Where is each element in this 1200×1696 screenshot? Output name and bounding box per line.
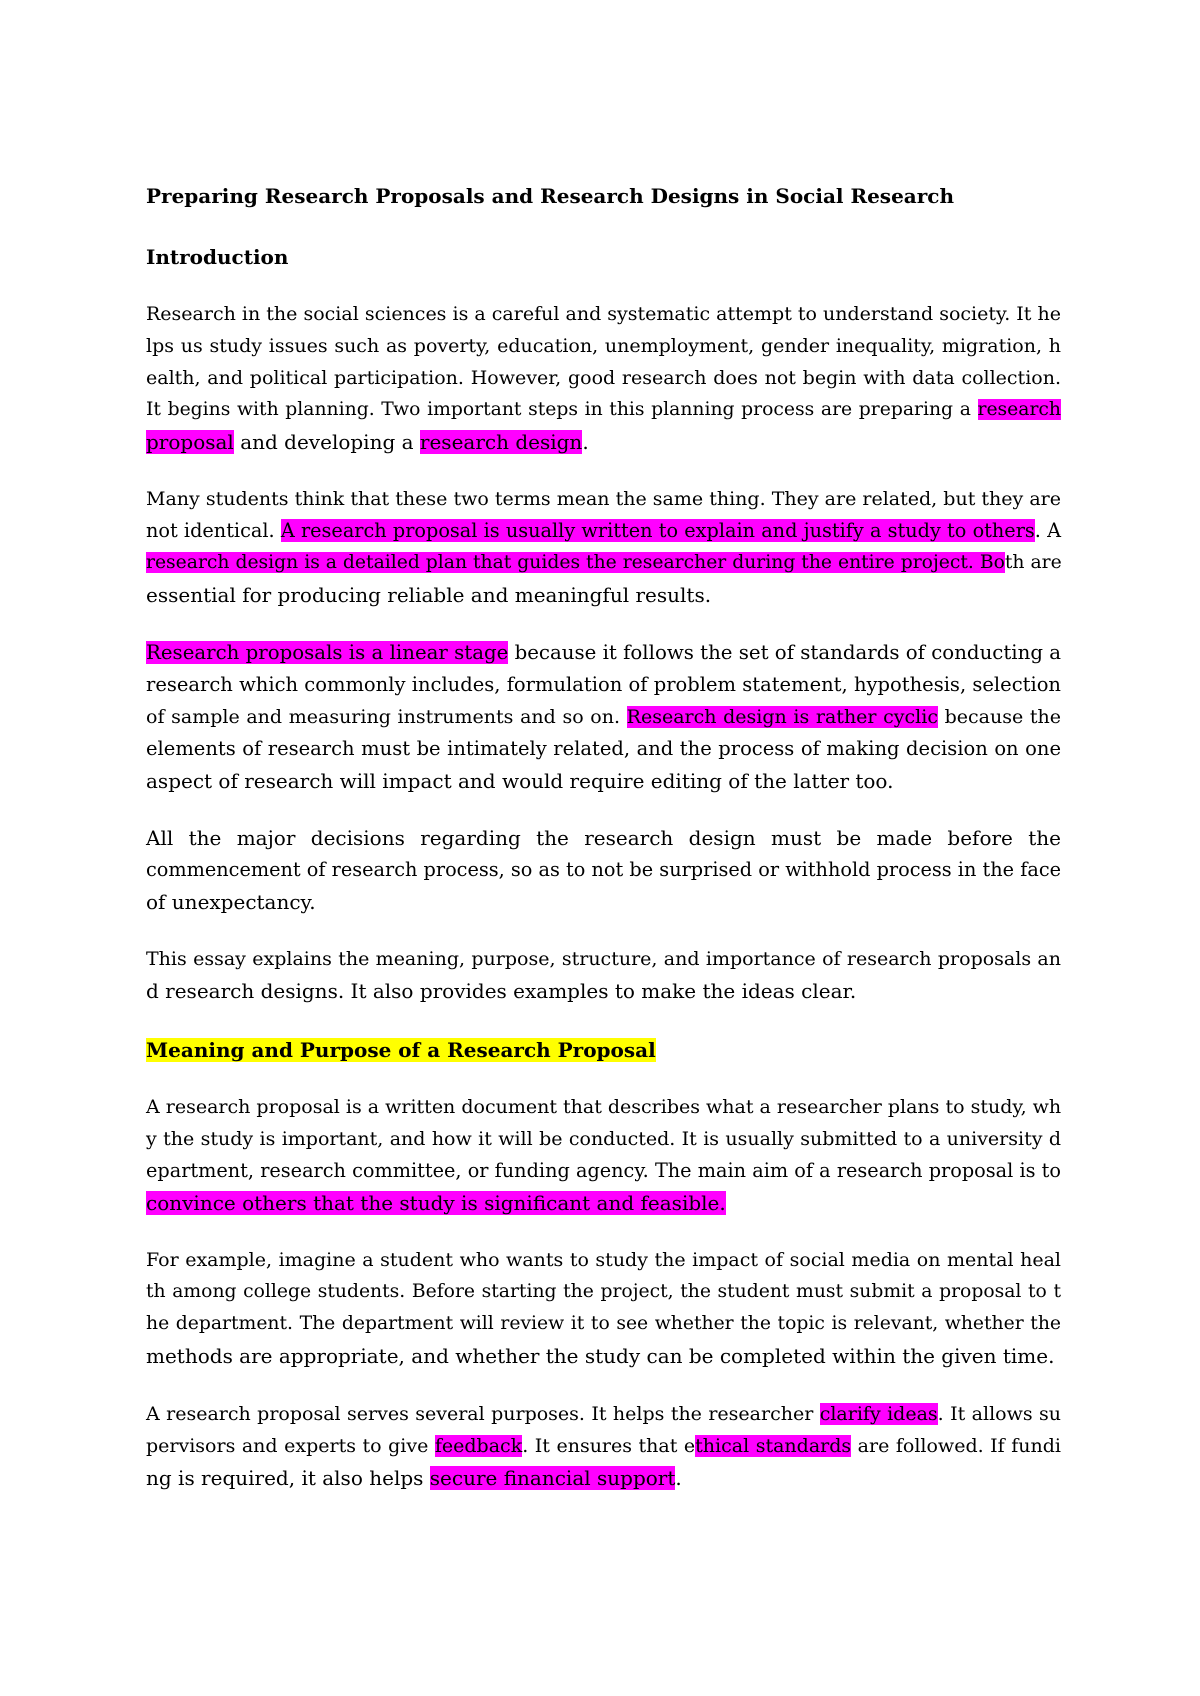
text-run: . It ensures that e (522, 1435, 696, 1457)
paragraph-2-line-3 (146, 547, 1061, 579)
introduction-heading: Introduction (146, 245, 289, 269)
paragraph-7-line-4: methods are appropriate, and whether the study can be completed within the given time. (146, 1344, 1055, 1368)
highlighted-text: Research design is rather cyclic (626, 706, 938, 728)
highlighted-text: secure financial support (429, 1466, 676, 1490)
paragraph-1-line-5 (146, 426, 1061, 458)
text-run: because the (937, 706, 1062, 728)
paragraph-5-line-1: This essay explains the meaning, purpose, structure, and importance of research proposals an (146, 948, 1061, 970)
highlighted-text: convince others that the study is significant and feasible. (146, 1191, 726, 1215)
meaning-purpose-heading (146, 1038, 656, 1062)
paragraph-1-line-1: Research in the social sciences is a careful and systematic attempt to understand society. It he (146, 303, 1061, 325)
highlighted-text: clarify ideas (819, 1403, 938, 1425)
paragraph-3-line-2: research which commonly includes, formulation of problem statement, hypothesis, selection (146, 673, 1061, 696)
paragraph-3-line-5: aspect of research will impact and would require editing of the latter too. (146, 769, 894, 793)
highlighted-text: Research proposals is a linear stage (146, 641, 509, 664)
highlighted-text: A research proposal is usually written to explain and justify a study to others (280, 519, 1035, 542)
paragraph-6-line-1: A research proposal is a written document that describes what a researcher plans to study, wh (146, 1096, 1062, 1118)
paragraph-4-line-1: All the major decisions regarding the research design must be made before the (146, 826, 1061, 850)
text-run: are followed. If fundi (851, 1435, 1061, 1457)
text-run: ng is required, it also helps (146, 1466, 430, 1490)
text-run: . It allows su (937, 1403, 1061, 1425)
paragraph-7-line-2: th among college students. Before starting the project, the student must submit a proposal to t (146, 1281, 1061, 1302)
highlighted-heading-text: Meaning and Purpose of a Research Proposal (146, 1038, 656, 1062)
highlighted-text: research (977, 399, 1061, 420)
highlighted-text: feedback (434, 1435, 523, 1457)
paragraph-1-line-2: lps us study issues such as poverty, education, unemployment, gender inequality, migration, h (146, 335, 1061, 357)
text-run: . (582, 430, 589, 454)
paragraph-4-line-2: commencement of research process, so as to not be surprised or withhold process in the face (146, 858, 1061, 881)
paragraph-6-line-2: y the study is important, and how it will be conducted. It is usually submitted to a university d (146, 1128, 1061, 1150)
paragraph-3-line-4: elements of research must be intimately related, and the process of making decision on one (146, 737, 1061, 760)
paragraph-2-line-4: essential for producing reliable and meaningful results. (146, 583, 712, 607)
paragraph-3-line-1 (146, 637, 1061, 669)
paragraph-3-line-3 (146, 701, 1061, 733)
text-run: pervisors and experts to give (146, 1435, 435, 1457)
paragraph-6-line-4 (146, 1187, 1061, 1219)
highlighted-text: thical standards (695, 1435, 852, 1457)
text-run: It begins with planning. Two important steps in this planning process are preparing a (146, 399, 978, 420)
text-run: . (675, 1466, 682, 1490)
document-title: Preparing Research Proposals and Research Designs in Social Research (146, 184, 955, 208)
text-run: not identical. (146, 519, 281, 542)
paragraph-2-line-1: Many students think that these two terms mean the same thing. They are related, but they are (146, 488, 1061, 510)
paragraph-6-line-3: epartment, research committee, or funding agency. The main aim of a research proposal is to (146, 1159, 1061, 1182)
paragraph-7-line-1: For example, imagine a student who wants to study the impact of social media on mental heal (146, 1249, 1061, 1271)
text-run: . A (1034, 519, 1062, 542)
text-run: because it follows the set of standards of conducting a (508, 641, 1062, 664)
paragraph-1-line-3: ealth, and political participation. However, good research does not begin with data collection. (146, 367, 1061, 389)
paragraph-8-line-3 (146, 1462, 1061, 1494)
paragraph-1-line-4 (146, 394, 1061, 426)
paragraph-4-line-3: of unexpectancy. (146, 890, 316, 914)
paragraph-7-line-3: he department. The department will review it to see whether the topic is relevant, whether the (146, 1313, 1061, 1334)
paragraph-8-line-1 (146, 1398, 1061, 1430)
paragraph-5-line-2: d research designs. It also provides examples to make the ideas clear. (146, 979, 857, 1003)
paragraph-8-line-2 (146, 1430, 1061, 1462)
paragraph-2-line-2 (146, 515, 1061, 547)
highlighted-text: research design is a detailed plan that guides the researcher during the entire project. Bo (146, 552, 1005, 573)
text-run: th are (1004, 552, 1062, 573)
highlighted-text: proposal (146, 430, 234, 454)
text-run: and developing a (233, 430, 420, 454)
highlighted-text: research design (419, 430, 583, 454)
text-run: of sample and measuring instruments and so on. (146, 706, 627, 728)
text-run: A research proposal serves several purposes. It helps the researcher (146, 1403, 820, 1425)
